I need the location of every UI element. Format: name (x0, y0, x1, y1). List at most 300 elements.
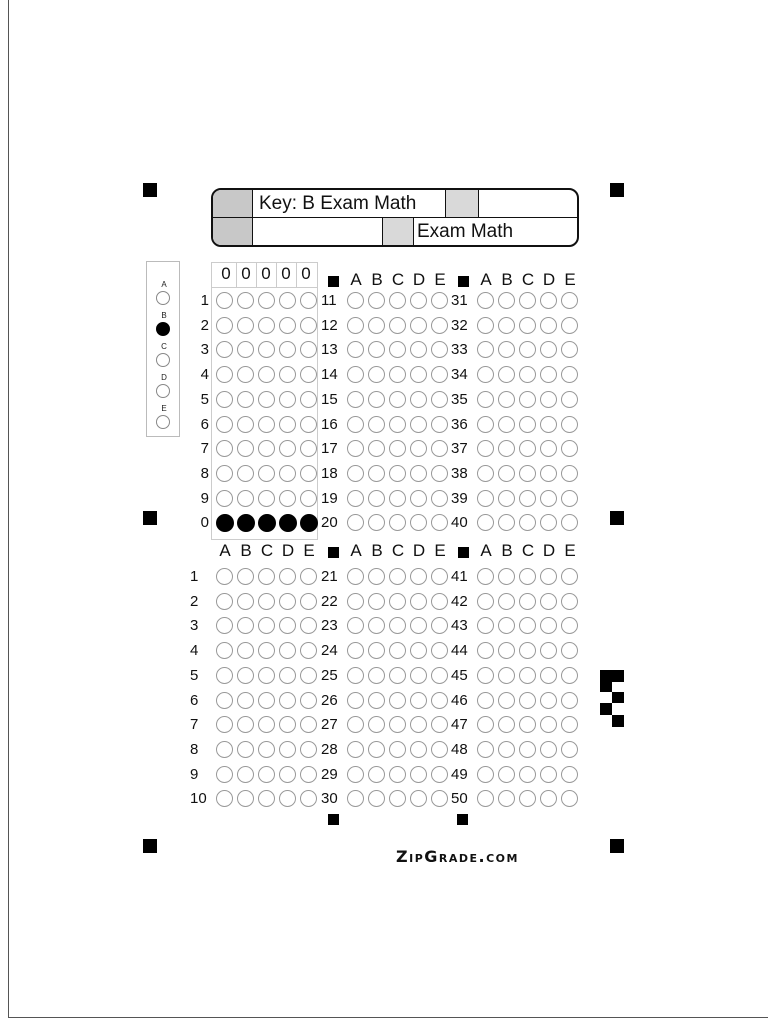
answer-bubble-q8-c[interactable] (258, 741, 275, 758)
id-bubble-5[interactable] (237, 391, 254, 408)
header-shade (213, 218, 253, 245)
id-bubble-1[interactable] (258, 292, 275, 309)
answer-bubble-q49-c[interactable] (519, 766, 536, 783)
answer-bubble-q39-e[interactable] (561, 490, 578, 507)
answer-bubble-q28-c[interactable] (389, 741, 406, 758)
answer-bubble-q44-c[interactable] (519, 642, 536, 659)
answer-bubble-q35-e[interactable] (561, 391, 578, 408)
answer-bubble-q1-d[interactable] (279, 568, 296, 585)
question-number: 27 (321, 716, 338, 734)
brand-logo (396, 847, 519, 866)
version-letter: A (161, 280, 167, 289)
id-bubble-5[interactable] (216, 391, 233, 408)
answer-bubble-q46-a[interactable] (477, 692, 494, 709)
id-bubble-8[interactable] (237, 465, 254, 482)
question-number: 24 (321, 642, 338, 660)
answer-bubble-q9-e[interactable] (300, 766, 317, 783)
answer-bubble-q18-d[interactable] (410, 465, 427, 482)
answer-bubble-q28-e[interactable] (431, 741, 448, 758)
id-bubble-9[interactable] (279, 490, 296, 507)
answer-bubble-q38-c[interactable] (519, 465, 536, 482)
answer-bubble-q9-d[interactable] (279, 766, 296, 783)
question-number: 3 (190, 617, 199, 635)
choice-header-d: D (542, 541, 556, 560)
choice-header-a: A (350, 270, 362, 289)
id-bubble-2[interactable] (258, 317, 275, 334)
answer-bubble-q36-b[interactable] (498, 416, 515, 433)
key-title: Key: B Exam Math (253, 190, 446, 217)
answer-bubble-q24-a[interactable] (347, 642, 364, 659)
answer-bubble-q12-d[interactable] (410, 317, 427, 334)
answer-bubble-q24-e[interactable] (431, 642, 448, 659)
answer-bubble-q49-a[interactable] (477, 766, 494, 783)
answer-bubble-q12-a[interactable] (347, 317, 364, 334)
choice-header-c: C (391, 541, 405, 560)
question-number: 49 (451, 765, 468, 783)
registration-mark (610, 183, 624, 197)
question-number: 28 (321, 740, 338, 758)
answer-bubble-q19-d[interactable] (410, 490, 427, 507)
choice-header-a: A (350, 541, 362, 560)
answer-bubble-q16-b[interactable] (368, 416, 385, 433)
question-number: 48 (451, 740, 468, 758)
answer-bubble-q19-b[interactable] (368, 490, 385, 507)
answer-bubble-q31-e[interactable] (561, 292, 578, 309)
answer-bubble-q15-b[interactable] (368, 391, 385, 408)
answer-bubble-q6-a[interactable] (216, 692, 233, 709)
id-bubble-9[interactable] (258, 490, 275, 507)
answer-bubble-q45-b[interactable] (498, 667, 515, 684)
registration-mark (610, 839, 624, 853)
id-bubble-6[interactable] (258, 416, 275, 433)
id-bubble-6[interactable] (279, 416, 296, 433)
answer-bubble-q14-e[interactable] (431, 366, 448, 383)
answer-bubble-q19-e[interactable] (431, 490, 448, 507)
id-bubble-5[interactable] (279, 391, 296, 408)
id-bubble-4[interactable] (279, 366, 296, 383)
id-bubble-4[interactable] (216, 366, 233, 383)
version-bubble-d[interactable] (156, 384, 170, 398)
header-shade (446, 190, 479, 217)
answer-bubble-q11-a[interactable] (347, 292, 364, 309)
answer-bubble-q5-a[interactable] (216, 667, 233, 684)
question-number: 17 (321, 440, 338, 458)
answer-bubble-q5-b[interactable] (237, 667, 254, 684)
answer-bubble-q42-e[interactable] (561, 593, 578, 610)
answer-bubble-q32-b[interactable] (498, 317, 515, 334)
answer-bubble-q2-a[interactable] (216, 593, 233, 610)
answer-bubble-q39-a[interactable] (477, 490, 494, 507)
answer-bubble-q4-e[interactable] (300, 642, 317, 659)
question-number: 33 (451, 341, 468, 359)
id-row-label: 0 (200, 514, 209, 532)
column-header-mark (458, 547, 469, 558)
answer-bubble-q8-b[interactable] (237, 741, 254, 758)
answer-bubble-q34-e[interactable] (561, 366, 578, 383)
id-bubble-6[interactable] (216, 416, 233, 433)
answer-bubble-q42-c[interactable] (519, 593, 536, 610)
version-letter: E (161, 404, 167, 413)
question-number: 2 (190, 592, 199, 610)
answer-bubble-q14-a[interactable] (347, 366, 364, 383)
answer-bubble-q11-d[interactable] (410, 292, 427, 309)
version-bubble-e[interactable] (156, 415, 170, 429)
answer-bubble-q39-c[interactable] (519, 490, 536, 507)
answer-bubble-q22-a[interactable] (347, 593, 364, 610)
answer-bubble-q26-a[interactable] (347, 692, 364, 709)
version-letter: D (161, 373, 167, 382)
answer-bubble-q34-d[interactable] (540, 366, 557, 383)
answer-bubble-q38-a[interactable] (477, 465, 494, 482)
answer-bubble-q12-b[interactable] (368, 317, 385, 334)
answer-bubble-q49-e[interactable] (561, 766, 578, 783)
answer-bubble-q36-c[interactable] (519, 416, 536, 433)
answer-bubble-q2-d[interactable] (279, 593, 296, 610)
answer-bubble-q15-e[interactable] (431, 391, 448, 408)
version-bubble-b[interactable] (156, 322, 170, 336)
answer-bubble-q18-c[interactable] (389, 465, 406, 482)
answer-bubble-q46-e[interactable] (561, 692, 578, 709)
version-bubble-a[interactable] (156, 291, 170, 305)
answer-bubble-q22-e[interactable] (431, 593, 448, 610)
answer-bubble-q32-c[interactable] (519, 317, 536, 334)
header-shade (213, 190, 253, 217)
answer-bubble-q4-a[interactable] (216, 642, 233, 659)
answer-bubble-q8-d[interactable] (279, 741, 296, 758)
id-bubble-1[interactable] (300, 292, 317, 309)
answer-bubble-q14-b[interactable] (368, 366, 385, 383)
answer-bubble-q39-b[interactable] (498, 490, 515, 507)
answer-bubble-q45-e[interactable] (561, 667, 578, 684)
answer-bubble-q24-b[interactable] (368, 642, 385, 659)
answer-bubble-q48-c[interactable] (519, 741, 536, 758)
question-number: 18 (321, 464, 338, 482)
id-bubble-4[interactable] (237, 366, 254, 383)
question-number: 21 (321, 568, 338, 585)
answer-bubble-q46-c[interactable] (519, 692, 536, 709)
choice-header-d: D (412, 270, 426, 289)
question-number: 29 (321, 765, 338, 783)
choice-header-d: D (412, 541, 426, 560)
question-number: 9 (190, 765, 199, 783)
answer-bubble-q16-c[interactable] (389, 416, 406, 433)
answer-bubble-q19-c[interactable] (389, 490, 406, 507)
registration-mark (143, 839, 157, 853)
question-number: 37 (451, 440, 468, 458)
answer-bubble-q16-e[interactable] (431, 416, 448, 433)
answer-bubble-q41-e[interactable] (561, 568, 578, 585)
answer-bubble-q15-d[interactable] (410, 391, 427, 408)
answer-bubble-q19-a[interactable] (347, 490, 364, 507)
question-number: 20 (321, 514, 338, 532)
question-number: 8 (190, 740, 199, 758)
answer-bubble-q34-c[interactable] (519, 366, 536, 383)
registration-mark (143, 183, 157, 197)
question-number: 23 (321, 617, 338, 635)
choice-header-b: B (501, 541, 513, 560)
answer-bubble-q28-b[interactable] (368, 741, 385, 758)
answer-bubble-q26-b[interactable] (368, 692, 385, 709)
answer-bubble-q48-e[interactable] (561, 741, 578, 758)
answer-bubble-q21-a[interactable] (347, 568, 364, 585)
answer-bubble-q42-b[interactable] (498, 593, 515, 610)
question-number: 50 (451, 790, 468, 808)
answer-bubble-q11-e[interactable] (431, 292, 448, 309)
answer-bubble-q15-c[interactable] (389, 391, 406, 408)
answer-bubble-q49-b[interactable] (498, 766, 515, 783)
answer-bubble-q2-e[interactable] (300, 593, 317, 610)
answer-bubble-q29-c[interactable] (389, 766, 406, 783)
answer-bubble-q45-a[interactable] (477, 667, 494, 684)
answer-bubble-q1-b[interactable] (237, 568, 254, 585)
answer-bubble-q5-e[interactable] (300, 667, 317, 684)
choice-header-b: B (501, 270, 513, 289)
question-number: 42 (451, 592, 468, 610)
answer-bubble-q14-c[interactable] (389, 366, 406, 383)
answer-bubble-q4-c[interactable] (258, 642, 275, 659)
id-digit: 0 (281, 264, 291, 283)
choice-header-e: E (434, 270, 446, 289)
id-bubble-2[interactable] (237, 317, 254, 334)
id-bubble-6[interactable] (237, 416, 254, 433)
answer-bubble-q48-d[interactable] (540, 741, 557, 758)
choice-header-d: D (542, 270, 556, 289)
id-bubble-6[interactable] (300, 416, 317, 433)
question-number: 5 (190, 666, 199, 684)
answer-bubble-q24-d[interactable] (410, 642, 427, 659)
answer-bubble-q41-a[interactable] (477, 568, 494, 585)
answer-bubble-q41-d[interactable] (540, 568, 557, 585)
question-number: 39 (451, 489, 468, 507)
question-number: 31 (451, 292, 468, 309)
answer-bubble-q32-d[interactable] (540, 317, 557, 334)
question-number: 4 (190, 642, 199, 660)
answer-bubble-q28-a[interactable] (347, 741, 364, 758)
key-header (211, 188, 579, 247)
answer-bubble-q14-d[interactable] (410, 366, 427, 383)
id-row-label: 8 (200, 464, 209, 482)
answer-bubble-q4-b[interactable] (237, 642, 254, 659)
answer-bubble-q18-a[interactable] (347, 465, 364, 482)
question-number: 36 (451, 415, 468, 433)
answer-bubble-q26-c[interactable] (389, 692, 406, 709)
answer-bubble-q38-e[interactable] (561, 465, 578, 482)
answer-bubble-q25-d[interactable] (410, 667, 427, 684)
answer-bubble-q45-c[interactable] (519, 667, 536, 684)
answer-bubble-q6-d[interactable] (279, 692, 296, 709)
choice-header-b: B (240, 541, 252, 560)
id-row-label: 5 (200, 390, 209, 408)
answer-bubble-q6-e[interactable] (300, 692, 317, 709)
answer-bubble-q26-e[interactable] (431, 692, 448, 709)
answer-bubble-q1-c[interactable] (258, 568, 275, 585)
answer-bubble-q29-b[interactable] (368, 766, 385, 783)
answer-bubble-q6-b[interactable] (237, 692, 254, 709)
answer-bubble-q25-a[interactable] (347, 667, 364, 684)
answer-bubble-q34-a[interactable] (477, 366, 494, 383)
answer-bubble-q1-e[interactable] (300, 568, 317, 585)
answer-bubble-q22-c[interactable] (389, 593, 406, 610)
question-number: 25 (321, 666, 338, 684)
question-number: 34 (451, 366, 468, 384)
id-bubble-8[interactable] (300, 465, 317, 482)
id-bubble-1[interactable] (279, 292, 296, 309)
answer-bubble-q35-c[interactable] (519, 391, 536, 408)
id-bubble-5[interactable] (300, 391, 317, 408)
answer-bubble-q21-c[interactable] (389, 568, 406, 585)
choice-header-d: D (281, 541, 295, 560)
answer-bubble-q44-a[interactable] (477, 642, 494, 659)
id-bubble-2[interactable] (300, 317, 317, 334)
answer-bubble-q38-d[interactable] (540, 465, 557, 482)
id-bubble-2[interactable] (279, 317, 296, 334)
choice-header-e: E (564, 541, 576, 560)
answer-bubble-q9-b[interactable] (237, 766, 254, 783)
answer-bubble-q31-d[interactable] (540, 292, 557, 309)
answer-bubble-q8-e[interactable] (300, 741, 317, 758)
answer-bubble-q34-b[interactable] (498, 366, 515, 383)
question-number: 30 (321, 790, 338, 808)
choice-header-e: E (303, 541, 315, 560)
answer-bubble-q35-d[interactable] (540, 391, 557, 408)
question-number: 6 (190, 691, 199, 709)
answer-bubble-q36-d[interactable] (540, 416, 557, 433)
question-number: 14 (321, 366, 338, 384)
id-bubble-8[interactable] (279, 465, 296, 482)
answer-bubble-q8-a[interactable] (216, 741, 233, 758)
id-column-divider (256, 263, 257, 287)
answer-bubble-q36-a[interactable] (477, 416, 494, 433)
answer-bubble-q15-a[interactable] (347, 391, 364, 408)
answer-bubble-q16-d[interactable] (410, 416, 427, 433)
answer-bubble-q44-b[interactable] (498, 642, 515, 659)
question-number: 47 (451, 716, 468, 734)
id-bubble-9[interactable] (300, 490, 317, 507)
answer-bubble-q41-b[interactable] (498, 568, 515, 585)
answer-bubble-q36-e[interactable] (561, 416, 578, 433)
registration-mark (610, 511, 624, 525)
answer-bubble-q48-b[interactable] (498, 741, 515, 758)
page-frame (8, 0, 768, 1018)
answer-bubble-q42-a[interactable] (477, 593, 494, 610)
answer-bubble-q12-e[interactable] (431, 317, 448, 334)
question-number: 26 (321, 691, 338, 709)
id-bubble-4[interactable] (300, 366, 317, 383)
answer-bubble-q29-d[interactable] (410, 766, 427, 783)
answer-bubble-q44-d[interactable] (540, 642, 557, 659)
answer-bubble-q22-b[interactable] (368, 593, 385, 610)
answer-bubble-q32-e[interactable] (561, 317, 578, 334)
answer-bubble-q21-b[interactable] (368, 568, 385, 585)
id-bubble-5[interactable] (258, 391, 275, 408)
answer-bubble-q18-e[interactable] (431, 465, 448, 482)
answer-bubble-q42-d[interactable] (540, 593, 557, 610)
id-column-divider (296, 263, 297, 287)
answer-bubble-q6-c[interactable] (258, 692, 275, 709)
answer-bubble-q9-c[interactable] (258, 766, 275, 783)
answer-bubble-q16-a[interactable] (347, 416, 364, 433)
header-shade (383, 218, 414, 245)
answer-bubble-q18-b[interactable] (368, 465, 385, 482)
answer-bubble-q46-d[interactable] (540, 692, 557, 709)
choice-header-c: C (521, 541, 535, 560)
answer-bubble-q2-b[interactable] (237, 593, 254, 610)
registration-mark (143, 511, 157, 525)
answer-bubble-q38-b[interactable] (498, 465, 515, 482)
column-header-mark (328, 547, 339, 558)
answer-bubble-q4-d[interactable] (279, 642, 296, 659)
question-number: 10 (190, 790, 207, 808)
answer-bubble-q26-d[interactable] (410, 692, 427, 709)
id-digit: 0 (301, 264, 311, 283)
answer-bubble-q5-c[interactable] (258, 667, 275, 684)
answer-bubble-q44-e[interactable] (561, 642, 578, 659)
id-bubble-1[interactable] (237, 292, 254, 309)
exam-name: Exam Math (417, 221, 514, 242)
answer-bubble-q22-d[interactable] (410, 593, 427, 610)
answer-bubble-q25-e[interactable] (431, 667, 448, 684)
answer-bubble-q2-c[interactable] (258, 593, 275, 610)
answer-bubble-q21-e[interactable] (431, 568, 448, 585)
answer-bubble-q21-d[interactable] (410, 568, 427, 585)
answer-bubble-q35-b[interactable] (498, 391, 515, 408)
id-digit: 0 (221, 264, 231, 283)
choice-header-e: E (564, 270, 576, 289)
answer-bubble-q31-a[interactable] (477, 292, 494, 309)
column-header-mark (458, 276, 469, 287)
answer-bubble-q29-a[interactable] (347, 766, 364, 783)
version-bubble-c[interactable] (156, 353, 170, 367)
question-number: 22 (321, 592, 338, 610)
answer-bubble-q41-c[interactable] (519, 568, 536, 585)
answer-bubble-q11-b[interactable] (368, 292, 385, 309)
answer-bubble-q45-d[interactable] (540, 667, 557, 684)
id-row-label: 1 (200, 292, 209, 309)
answer-bubble-q49-d[interactable] (540, 766, 557, 783)
answer-bubble-q11-c[interactable] (389, 292, 406, 309)
answer-bubble-q5-d[interactable] (279, 667, 296, 684)
id-digit: 0 (241, 264, 251, 283)
answer-bubble-q39-d[interactable] (540, 490, 557, 507)
answer-bubble-q32-a[interactable] (477, 317, 494, 334)
answer-bubble-q29-e[interactable] (431, 766, 448, 783)
answer-bubble-q31-b[interactable] (498, 292, 515, 309)
id-row-label: 2 (200, 316, 209, 334)
id-bubble-8[interactable] (216, 465, 233, 482)
id-bubble-9[interactable] (216, 490, 233, 507)
id-bubble-4[interactable] (258, 366, 275, 383)
answer-bubble-q12-c[interactable] (389, 317, 406, 334)
timing-mark (328, 814, 339, 825)
answer-bubble-q48-a[interactable] (477, 741, 494, 758)
question-number: 16 (321, 415, 338, 433)
id-bubble-8[interactable] (258, 465, 275, 482)
answer-bubble-q9-a[interactable] (216, 766, 233, 783)
answer-bubble-q46-b[interactable] (498, 692, 515, 709)
answer-bubble-q1-a[interactable] (216, 568, 233, 585)
answer-bubble-q24-c[interactable] (389, 642, 406, 659)
id-bubble-2[interactable] (216, 317, 233, 334)
question-number: 35 (451, 390, 468, 408)
answer-bubble-q31-c[interactable] (519, 292, 536, 309)
answer-bubble-q25-b[interactable] (368, 667, 385, 684)
answer-bubble-q25-c[interactable] (389, 667, 406, 684)
answer-bubble-q28-d[interactable] (410, 741, 427, 758)
id-bubble-1[interactable] (216, 292, 233, 309)
id-row-label: 7 (200, 440, 209, 458)
answer-bubble-q35-a[interactable] (477, 391, 494, 408)
id-bubble-9[interactable] (237, 490, 254, 507)
